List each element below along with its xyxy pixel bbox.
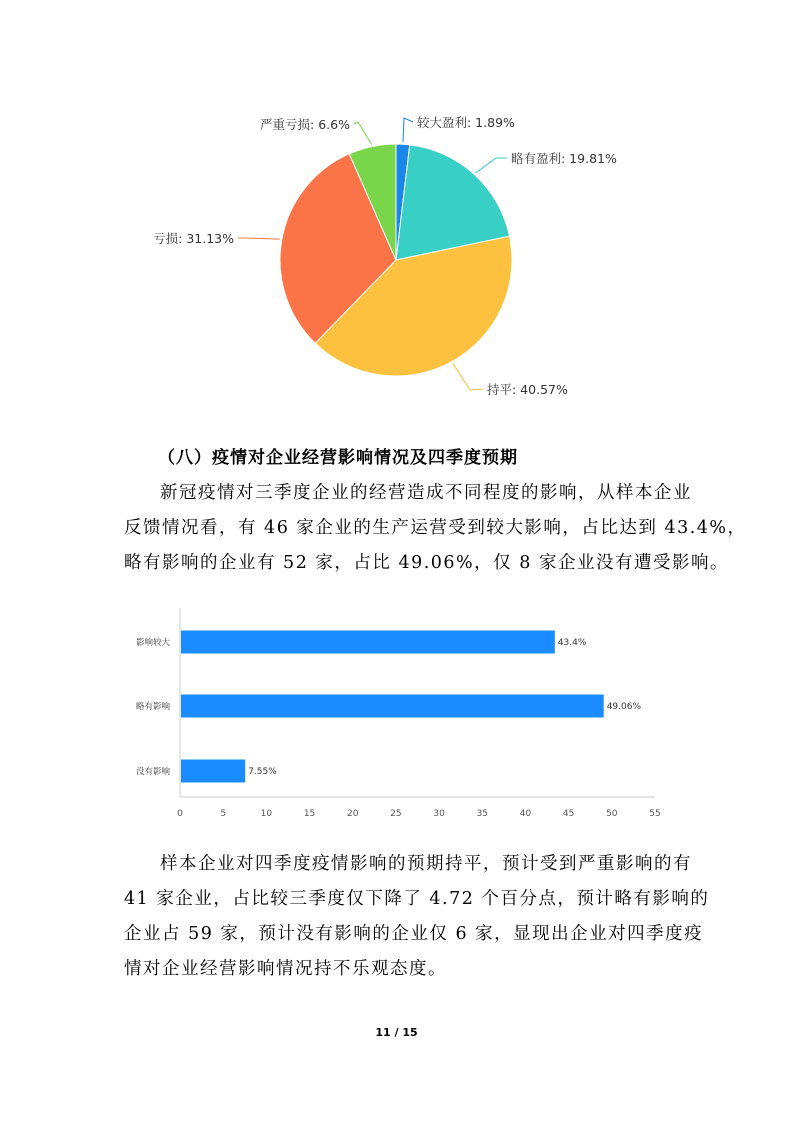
category-label: 影响较大 — [135, 638, 170, 648]
section-heading: （八）疫情对企业经营影响情况及四季度预期 — [158, 448, 518, 468]
x-tick-label: 5 — [220, 809, 227, 819]
bar-value-label: 49.06% — [606, 702, 642, 712]
paragraph-line: 41 家企业，占比较三季度仅下降了 4.72 个百分点，预计略有影响的 — [124, 889, 710, 909]
category-label: 略有影响 — [135, 702, 170, 712]
x-tick-label: 30 — [433, 809, 445, 819]
bar — [181, 631, 555, 654]
paragraph-2 — [160, 847, 692, 882]
x-tick-label: 40 — [519, 809, 532, 819]
pie-slice-label: 持平: 40.57% — [487, 382, 568, 397]
paragraph-2-rest — [124, 882, 709, 987]
bar — [181, 695, 604, 718]
bar-bars — [181, 631, 604, 783]
pie-leader-line — [354, 122, 372, 145]
pie-leader-line — [476, 158, 507, 173]
bar-value-label: 7.55% — [248, 767, 277, 777]
pie-leader-line — [403, 118, 413, 142]
paragraph-line: 企业占 59 家，预计没有影响的企业仅 6 家，显现出企业对四季度疫 — [124, 924, 704, 944]
pie-leader-line — [238, 238, 280, 239]
pie-slices — [280, 144, 512, 376]
paragraph-1 — [160, 476, 692, 511]
x-tick-label: 0 — [177, 809, 183, 819]
category-label: 没有影响 — [135, 767, 170, 777]
paragraph-line: 样本企业对四季度疫情影响的预期持平，预计受到严重影响的有 — [160, 854, 692, 874]
pie-leader-line — [453, 363, 483, 390]
x-tick-label: 45 — [562, 809, 575, 819]
x-tick-label: 50 — [606, 809, 618, 819]
x-tick-label: 25 — [390, 809, 402, 819]
paragraph-line: 新冠疫情对三季度企业的经营造成不同程度的影响，从样本企业 — [160, 483, 692, 503]
paragraph-line: 反馈情况看，有 46 家企业的生产运营受到较大影响，占比达到 43.4%， — [124, 518, 747, 538]
x-tick-label: 55 — [649, 809, 661, 819]
bar-value-label: 43.4% — [557, 638, 587, 648]
bar — [181, 760, 245, 783]
pie-chart — [0, 0, 793, 420]
bar-labels — [136, 637, 661, 819]
x-tick-label: 20 — [347, 809, 359, 819]
pie-slice-label: 亏损: 31.13% — [153, 231, 234, 246]
paragraph-line: 情对企业经营影响情况持不乐观态度。 — [124, 959, 447, 979]
bar-chart — [0, 600, 793, 830]
pie-slice-label: 较大盈利: 1.89% — [417, 115, 515, 130]
paragraph-line: 略有影响的企业有 52 家，占比 49.06%，仅 8 家企业没有遭受影响。 — [124, 553, 729, 573]
x-tick-label: 10 — [260, 809, 273, 819]
pie-slice-label: 略有盈利: 19.81% — [511, 151, 617, 166]
pie-slice-label: 严重亏损: 6.6% — [260, 117, 350, 132]
page-number: 11 / 15 — [375, 1026, 418, 1039]
paragraph-1-rest — [124, 511, 747, 581]
x-tick-label: 15 — [303, 809, 316, 819]
x-tick-label: 35 — [476, 809, 488, 819]
